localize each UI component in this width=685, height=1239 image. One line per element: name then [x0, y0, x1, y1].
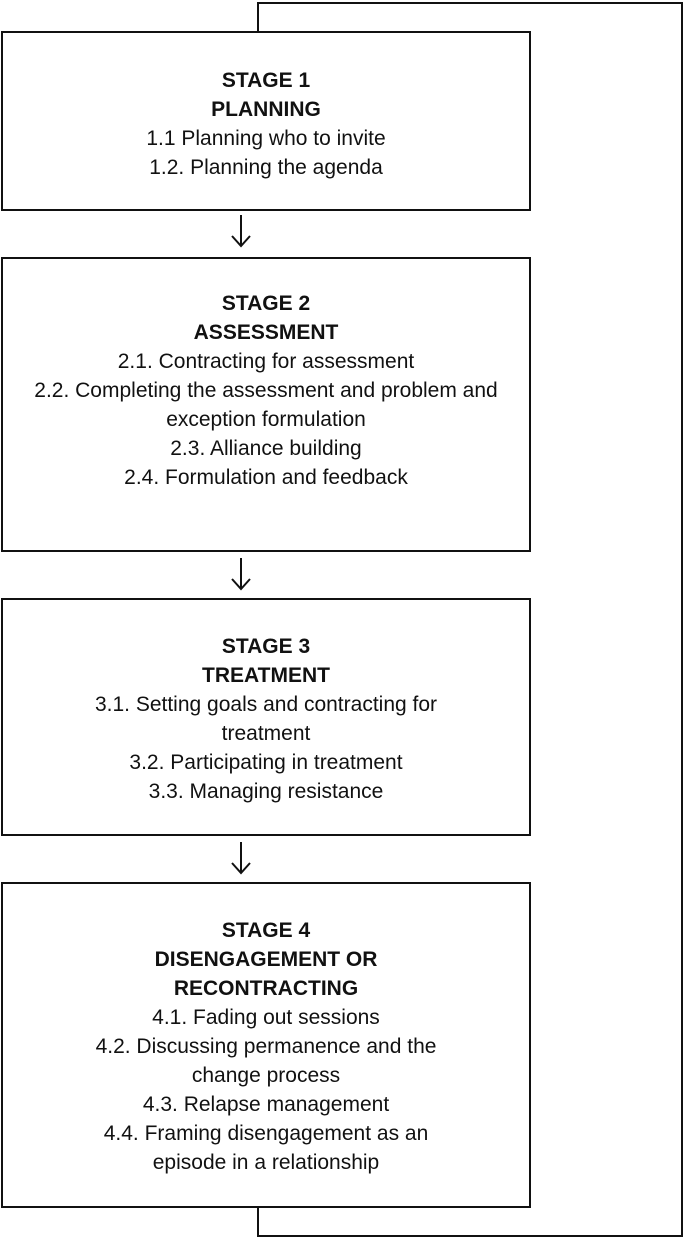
stage-2-label: STAGE 2 — [221, 292, 311, 315]
stage-4-item: 4.4. Framing disengagement as an episode in a relationship — [103, 1122, 429, 1174]
stage-2-item: 2.2. Completing the assessment and problem and exception formulation — [34, 379, 498, 431]
stage-2-item: 2.1. Contracting for assessment — [117, 350, 415, 373]
stage-3-box — [1, 598, 531, 836]
stage-2-item: 2.4. Formulation and feedback — [124, 466, 408, 489]
stage-3-item: 3.2. Participating in treatment — [129, 751, 403, 774]
stage-2-box — [1, 257, 531, 552]
down-arrow-icon — [229, 213, 253, 249]
stage-4-label: STAGE 4 — [221, 919, 311, 942]
stage-1-item: 1.2. Planning the agenda — [149, 156, 383, 179]
stage-1-label: STAGE 1 — [221, 69, 311, 92]
stage-4-name: RECONTRACTING — [173, 977, 359, 1000]
stage-4-item: 4.2. Discussing permanence and the change process — [95, 1035, 437, 1087]
stage-2-name: ASSESSMENT — [193, 321, 339, 344]
stage-3-item: 3.1. Setting goals and contracting for treatment — [94, 693, 438, 745]
stage-1-box — [1, 31, 531, 211]
stage-1-item: 1.1 Planning who to invite — [146, 127, 386, 150]
stage-3-item: 3.3. Managing resistance — [148, 780, 384, 803]
stage-2-item: 2.3. Alliance building — [170, 437, 362, 460]
stage-3-name: TREATMENT — [202, 664, 330, 687]
stage-3-label: STAGE 3 — [221, 635, 311, 658]
down-arrow-icon — [229, 556, 253, 592]
stage-4-name: DISENGAGEMENT OR — [154, 948, 378, 971]
down-arrow-icon — [229, 840, 253, 876]
stage-4-item: 4.1. Fading out sessions — [152, 1006, 380, 1029]
stage-4-item: 4.3. Relapse management — [142, 1093, 390, 1116]
stage-1-name: PLANNING — [211, 98, 321, 121]
stage-4-box — [1, 882, 531, 1208]
